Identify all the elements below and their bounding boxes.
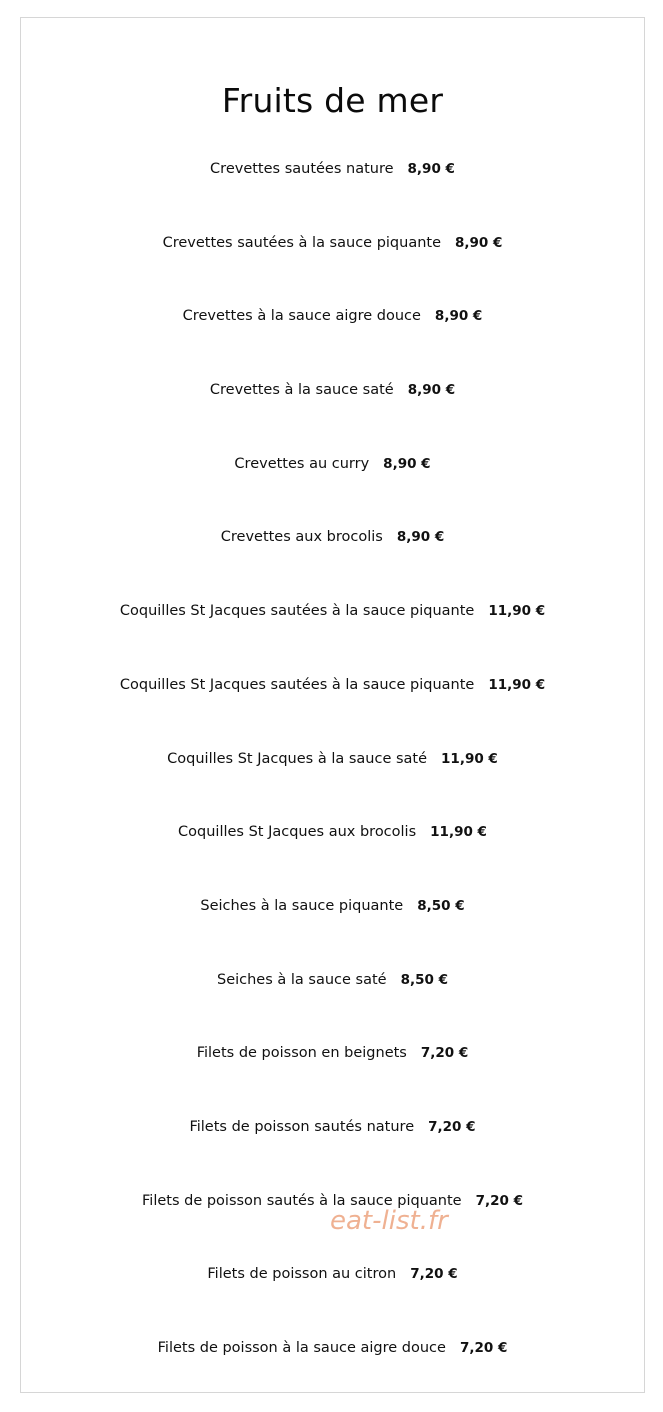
menu-item-name: Crevettes à la sauce aigre douce <box>182 308 421 325</box>
menu-item-price: 7,20 € <box>410 1266 458 1283</box>
page-title: Fruits de mer <box>221 81 444 120</box>
menu-page <box>20 17 645 1393</box>
menu-item <box>21 601 644 675</box>
menu-item-price: 11,90 € <box>488 676 546 693</box>
menu-item-name: Crevettes au curry <box>234 455 370 472</box>
menu-item <box>21 675 644 749</box>
menu-item-name: Crevettes sautées nature <box>210 161 394 177</box>
menu-item-price: 8,50 € <box>400 971 448 988</box>
menu-item <box>21 822 644 896</box>
menu-item-price: 7,20 € <box>420 1045 469 1062</box>
menu-item <box>21 970 644 1044</box>
menu-item-name: Seiches à la sauce piquante <box>200 897 404 914</box>
menu-item-price: 7,20 € <box>475 1192 523 1209</box>
menu-item-name: Coquilles St Jacques sautées à la sauce piquante <box>119 676 475 693</box>
menu-item <box>21 454 644 528</box>
menu-item <box>21 233 644 307</box>
menu-item-price: 7,20 € <box>459 1340 508 1356</box>
menu-item-price: 8,90 € <box>407 382 456 399</box>
menu-item <box>21 1264 644 1338</box>
menu-item-price: 8,90 € <box>407 161 455 177</box>
menu-item-name: Crevettes aux brocolis <box>220 529 383 546</box>
menu-item <box>21 896 644 970</box>
menu-item-price: 11,90 € <box>488 603 546 620</box>
menu-item <box>21 159 644 233</box>
menu-item-price: 11,90 € <box>441 750 498 767</box>
menu-item-price: 8,90 € <box>455 234 503 251</box>
menu-item-name: Seiches à la sauce saté <box>216 971 387 988</box>
menu-item <box>21 749 644 823</box>
menu-item <box>21 380 644 454</box>
menu-item <box>21 1338 644 1412</box>
menu-item-price: 8,50 € <box>417 897 465 914</box>
menu-item <box>21 306 644 380</box>
menu-item-name: Filets de poisson à la sauce aigre douce <box>157 1340 446 1356</box>
menu-item-name: Coquilles St Jacques sautées à la sauce piquante <box>119 603 475 620</box>
watermark-text: eat-list.fr <box>330 1206 448 1236</box>
menu-item <box>21 1043 644 1117</box>
menu-item-price: 8,90 € <box>434 308 483 325</box>
menu-item-name: Crevettes à la sauce saté <box>209 382 394 399</box>
menu-item-name: Coquilles St Jacques à la sauce saté <box>167 750 428 767</box>
menu-item-name: Filets de poisson en beignets <box>196 1045 407 1062</box>
menu-item <box>21 527 644 601</box>
menu-item-name: Coquilles St Jacques aux brocolis <box>178 824 417 841</box>
menu-item <box>21 1117 644 1191</box>
menu-item-price: 8,90 € <box>396 529 445 546</box>
menu-item-price: 7,20 € <box>428 1118 476 1135</box>
menu-item-name: Crevettes sautées à la sauce piquante <box>162 234 442 251</box>
menu-item-name: Filets de poisson sautés nature <box>189 1118 415 1135</box>
menu-item-price: 11,90 € <box>430 824 487 841</box>
menu-item-name: Filets de poisson au citron <box>207 1266 397 1283</box>
menu-item-name: Filets de poisson sautés à la sauce piquante <box>142 1192 462 1209</box>
menu-item-price: 8,90 € <box>383 455 431 472</box>
